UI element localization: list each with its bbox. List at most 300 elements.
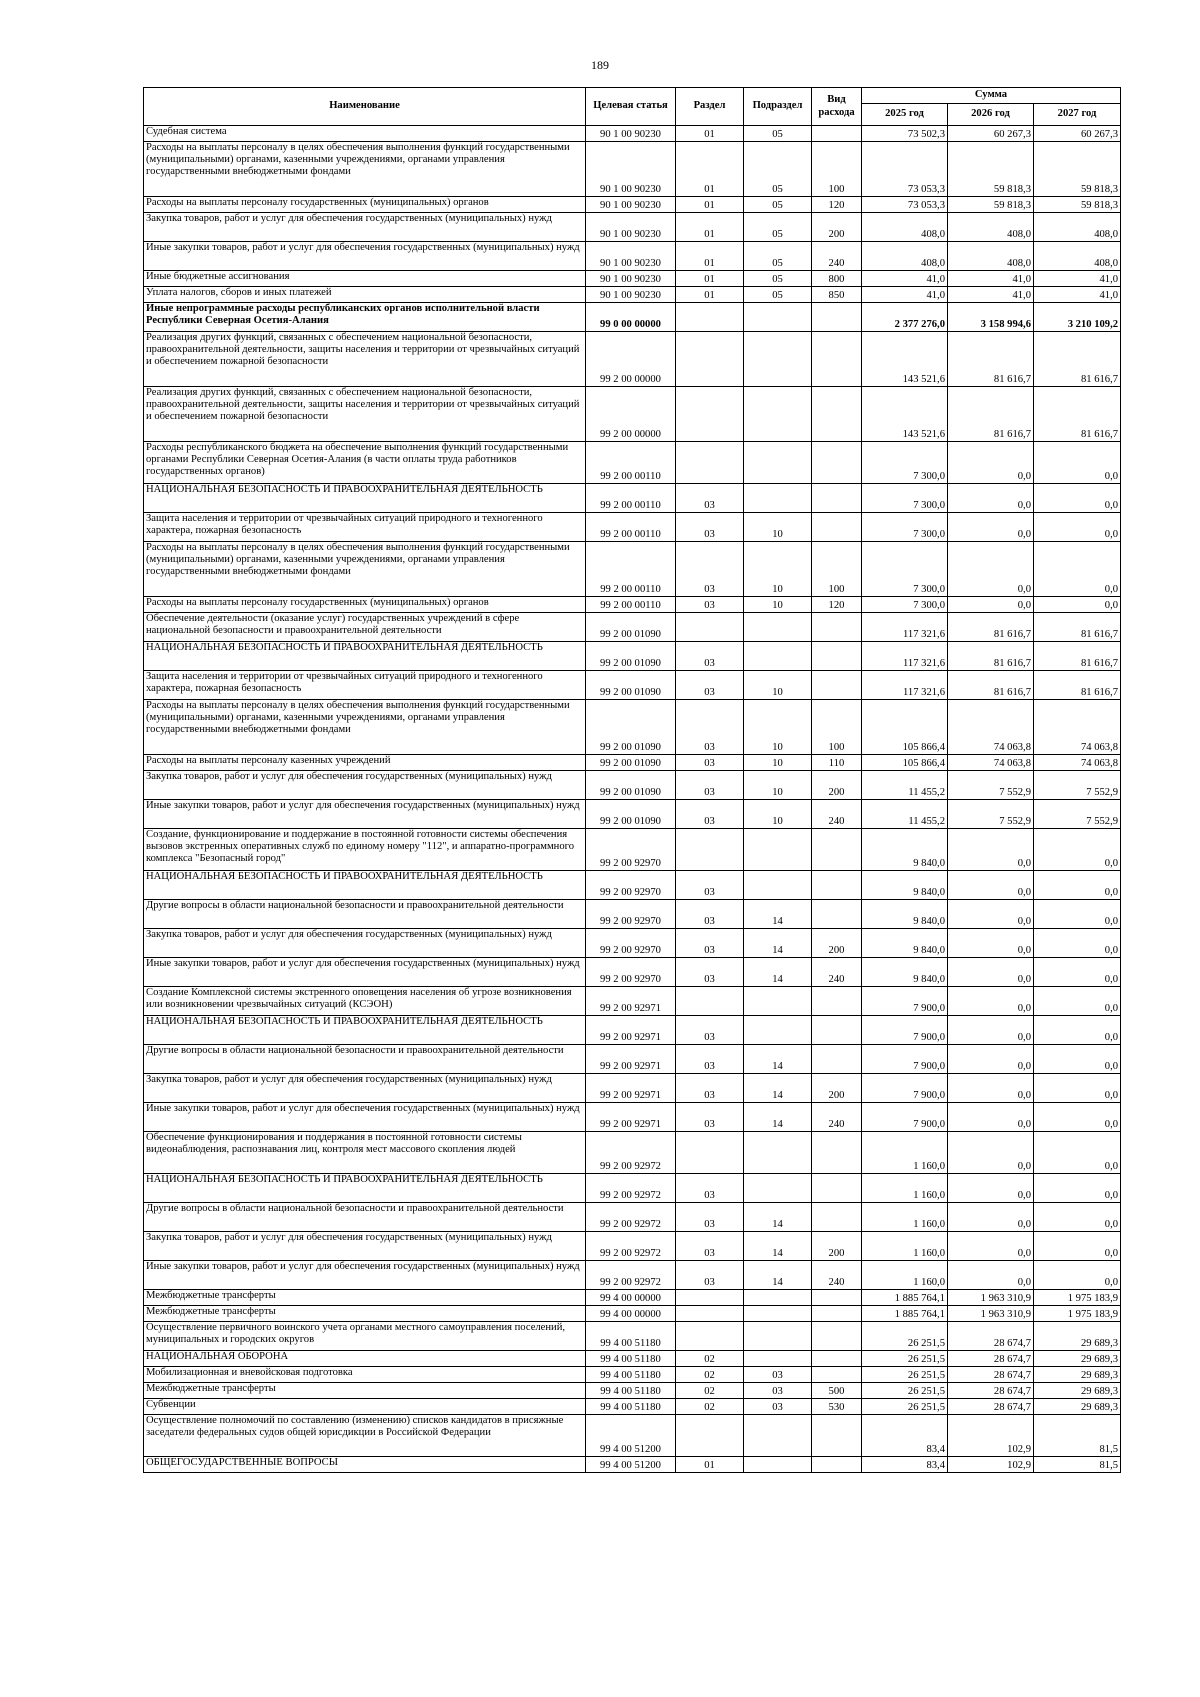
row-name: Расходы на выплаты персоналу в целях обеспечения выполнения функций государственными (муниципальными) органами, казенными учреждениями, органами управления государственными внебюджетными фондами	[144, 142, 586, 197]
row-expense-kind	[812, 442, 862, 484]
row-expense-kind	[812, 1351, 862, 1367]
row-target-code: 99 2 00 92970	[586, 829, 676, 871]
row-subsection: 14	[744, 1103, 812, 1132]
row-expense-kind	[812, 1457, 862, 1473]
row-sum-2026: 0,0	[948, 1232, 1034, 1261]
row-sum-2026: 28 674,7	[948, 1383, 1034, 1399]
row-sum-2026: 0,0	[948, 597, 1034, 613]
row-target-code: 99 2 00 92971	[586, 1016, 676, 1045]
row-section: 03	[676, 1045, 744, 1074]
table-row	[144, 1174, 1121, 1203]
row-expense-kind	[812, 303, 862, 332]
row-expense-kind: 200	[812, 213, 862, 242]
row-expense-kind	[812, 1016, 862, 1045]
row-expense-kind	[812, 484, 862, 513]
row-sum-2026: 102,9	[948, 1457, 1034, 1473]
row-sum-2025: 117 321,6	[862, 642, 948, 671]
row-sum-2026: 0,0	[948, 1261, 1034, 1290]
row-sum-2026: 28 674,7	[948, 1399, 1034, 1415]
row-section: 01	[676, 142, 744, 197]
row-expense-kind: 240	[812, 800, 862, 829]
row-target-code: 90 1 00 90230	[586, 287, 676, 303]
row-name: Закупка товаров, работ и услуг для обеспечения государственных (муниципальных) нужд	[144, 213, 586, 242]
row-sum-2025: 1 160,0	[862, 1203, 948, 1232]
row-name: Иные закупки товаров, работ и услуг для обеспечения государственных (муниципальных) нужд	[144, 1103, 586, 1132]
row-name: Закупка товаров, работ и услуг для обеспечения государственных (муниципальных) нужд	[144, 771, 586, 800]
row-section	[676, 332, 744, 387]
row-target-code: 99 2 00 00110	[586, 484, 676, 513]
row-sum-2025: 9 840,0	[862, 900, 948, 929]
row-section: 03	[676, 1232, 744, 1261]
page-number: 189	[591, 58, 609, 72]
table-row	[144, 542, 1121, 597]
table-row	[144, 671, 1121, 700]
table-row	[144, 1415, 1121, 1457]
row-subsection: 05	[744, 142, 812, 197]
row-sum-2025: 11 455,2	[862, 800, 948, 829]
row-expense-kind: 110	[812, 755, 862, 771]
row-sum-2026: 0,0	[948, 829, 1034, 871]
row-sum-2025: 7 900,0	[862, 1074, 948, 1103]
row-name: Закупка товаров, работ и услуг для обеспечения государственных (муниципальных) нужд	[144, 929, 586, 958]
row-sum-2025: 7 300,0	[862, 597, 948, 613]
row-sum-2025: 9 840,0	[862, 871, 948, 900]
row-subsection: 14	[744, 900, 812, 929]
row-sum-2026: 28 674,7	[948, 1367, 1034, 1383]
row-name: Расходы на выплаты персоналу в целях обеспечения выполнения функций государственными (муниципальными) органами, казенными учреждениями, органами управления государственными внебюджетными фондами	[144, 700, 586, 755]
row-section: 03	[676, 1074, 744, 1103]
row-name: Иные непрограммные расходы республиканских органов исполнительной власти Республики Северная Осетия-Алания	[144, 303, 586, 332]
row-sum-2027: 59 818,3	[1034, 142, 1121, 197]
row-section: 03	[676, 771, 744, 800]
row-subsection	[744, 613, 812, 642]
row-section	[676, 442, 744, 484]
table-row	[144, 287, 1121, 303]
row-sum-2025: 7 300,0	[862, 484, 948, 513]
row-sum-2027: 74 063,8	[1034, 700, 1121, 755]
table-row	[144, 303, 1121, 332]
row-target-code: 99 4 00 51200	[586, 1415, 676, 1457]
table-row	[144, 332, 1121, 387]
row-sum-2026: 81 616,7	[948, 642, 1034, 671]
row-expense-kind: 500	[812, 1383, 862, 1399]
row-expense-kind: 100	[812, 542, 862, 597]
row-subsection	[744, 1322, 812, 1351]
row-target-code: 99 4 00 51180	[586, 1351, 676, 1367]
table-row	[144, 126, 1121, 142]
row-name: Мобилизационная и вневойсковая подготовка	[144, 1367, 586, 1383]
row-sum-2027: 29 689,3	[1034, 1351, 1121, 1367]
row-sum-2027: 0,0	[1034, 987, 1121, 1016]
row-subsection: 10	[744, 800, 812, 829]
row-expense-kind	[812, 900, 862, 929]
row-sum-2027: 0,0	[1034, 484, 1121, 513]
row-expense-kind: 240	[812, 958, 862, 987]
row-sum-2027: 81,5	[1034, 1457, 1121, 1473]
row-target-code: 99 4 00 00000	[586, 1306, 676, 1322]
row-section	[676, 987, 744, 1016]
row-subsection	[744, 1132, 812, 1174]
row-name: Другие вопросы в области национальной безопасности и правоохранительной деятельности	[144, 1045, 586, 1074]
table-row	[144, 1457, 1121, 1473]
row-subsection	[744, 871, 812, 900]
row-expense-kind	[812, 642, 862, 671]
row-section: 02	[676, 1399, 744, 1415]
row-sum-2027: 74 063,8	[1034, 755, 1121, 771]
row-sum-2026: 0,0	[948, 1103, 1034, 1132]
row-section: 02	[676, 1351, 744, 1367]
row-sum-2027: 0,0	[1034, 958, 1121, 987]
row-expense-kind	[812, 987, 862, 1016]
table-row	[144, 929, 1121, 958]
row-sum-2027: 0,0	[1034, 1232, 1121, 1261]
table-row	[144, 771, 1121, 800]
row-target-code: 99 2 00 00110	[586, 597, 676, 613]
row-sum-2026: 74 063,8	[948, 700, 1034, 755]
row-sum-2025: 105 866,4	[862, 755, 948, 771]
row-target-code: 99 2 00 01090	[586, 613, 676, 642]
row-sum-2025: 7 900,0	[862, 1103, 948, 1132]
row-target-code: 99 2 00 00000	[586, 332, 676, 387]
table-row	[144, 871, 1121, 900]
row-section	[676, 1290, 744, 1306]
row-subsection	[744, 442, 812, 484]
row-name: Закупка товаров, работ и услуг для обеспечения государственных (муниципальных) нужд	[144, 1232, 586, 1261]
row-target-code: 99 2 00 92971	[586, 1103, 676, 1132]
row-sum-2027: 0,0	[1034, 1174, 1121, 1203]
row-sum-2027: 81,5	[1034, 1415, 1121, 1457]
row-expense-kind: 120	[812, 197, 862, 213]
header-sum: Сумма	[862, 88, 1121, 104]
row-section	[676, 303, 744, 332]
row-expense-kind: 200	[812, 1232, 862, 1261]
row-sum-2025: 1 160,0	[862, 1232, 948, 1261]
row-sum-2027: 0,0	[1034, 1132, 1121, 1174]
row-section	[676, 1132, 744, 1174]
row-name: Иные закупки товаров, работ и услуг для обеспечения государственных (муниципальных) нужд	[144, 958, 586, 987]
row-sum-2025: 26 251,5	[862, 1383, 948, 1399]
row-subsection: 14	[744, 1074, 812, 1103]
row-target-code: 99 2 00 92971	[586, 987, 676, 1016]
row-sum-2027: 408,0	[1034, 242, 1121, 271]
row-name: Уплата налогов, сборов и иных платежей	[144, 287, 586, 303]
row-target-code: 99 2 00 92972	[586, 1132, 676, 1174]
row-sum-2027: 0,0	[1034, 597, 1121, 613]
budget-table	[143, 87, 1121, 1473]
row-sum-2027: 0,0	[1034, 1261, 1121, 1290]
row-name: Расходы республиканского бюджета на обеспечение выполнения функций государственными органами Республики Северная Осетия-Алания (в части оплаты труда работников государственных органов)	[144, 442, 586, 484]
row-target-code: 99 4 00 51180	[586, 1367, 676, 1383]
row-sum-2027: 59 818,3	[1034, 197, 1121, 213]
row-sum-2027: 0,0	[1034, 1045, 1121, 1074]
row-sum-2026: 7 552,9	[948, 800, 1034, 829]
table-row	[144, 1290, 1121, 1306]
row-name: Расходы на выплаты персоналу государственных (муниципальных) органов	[144, 197, 586, 213]
row-sum-2025: 408,0	[862, 213, 948, 242]
row-name: Субвенции	[144, 1399, 586, 1415]
table-row	[144, 442, 1121, 484]
table-row	[144, 1383, 1121, 1399]
row-section: 01	[676, 271, 744, 287]
table-row	[144, 1399, 1121, 1415]
row-subsection: 10	[744, 671, 812, 700]
table-row	[144, 642, 1121, 671]
row-target-code: 90 1 00 90230	[586, 242, 676, 271]
row-subsection: 05	[744, 213, 812, 242]
row-section: 03	[676, 871, 744, 900]
table-row	[144, 800, 1121, 829]
table-row	[144, 1045, 1121, 1074]
row-sum-2027: 0,0	[1034, 1103, 1121, 1132]
row-sum-2025: 11 455,2	[862, 771, 948, 800]
row-name: ОБЩЕГОСУДАРСТВЕННЫЕ ВОПРОСЫ	[144, 1457, 586, 1473]
row-target-code: 99 2 00 00000	[586, 387, 676, 442]
row-expense-kind: 240	[812, 242, 862, 271]
row-expense-kind	[812, 671, 862, 700]
row-expense-kind: 850	[812, 287, 862, 303]
row-sum-2026: 0,0	[948, 513, 1034, 542]
row-sum-2025: 7 300,0	[862, 442, 948, 484]
row-subsection: 14	[744, 1203, 812, 1232]
row-subsection: 14	[744, 929, 812, 958]
row-sum-2026: 81 616,7	[948, 387, 1034, 442]
row-subsection: 05	[744, 126, 812, 142]
row-target-code: 99 2 00 92970	[586, 900, 676, 929]
row-expense-kind: 800	[812, 271, 862, 287]
row-target-code: 99 2 00 01090	[586, 671, 676, 700]
row-section	[676, 829, 744, 871]
table-row	[144, 387, 1121, 442]
row-name: Межбюджетные трансферты	[144, 1306, 586, 1322]
row-sum-2026: 408,0	[948, 242, 1034, 271]
row-name: Создание Комплексной системы экстренного оповещения населения об угрозе возникновения или возникновении чрезвычайных ситуаций (КСЭОН)	[144, 987, 586, 1016]
row-subsection: 10	[744, 755, 812, 771]
row-name: Защита населения и территории от чрезвычайных ситуаций природного и техногенного характера, пожарная безопасность	[144, 671, 586, 700]
row-sum-2026: 7 552,9	[948, 771, 1034, 800]
row-subsection: 05	[744, 242, 812, 271]
row-subsection: 14	[744, 1261, 812, 1290]
row-target-code: 90 1 00 90230	[586, 213, 676, 242]
row-name: Межбюджетные трансферты	[144, 1290, 586, 1306]
row-expense-kind: 240	[812, 1103, 862, 1132]
row-sum-2027: 0,0	[1034, 829, 1121, 871]
row-name: НАЦИОНАЛЬНАЯ ОБОРОНА	[144, 1351, 586, 1367]
row-section: 03	[676, 1016, 744, 1045]
row-section: 03	[676, 1103, 744, 1132]
row-sum-2026: 59 818,3	[948, 142, 1034, 197]
table-row	[144, 987, 1121, 1016]
row-target-code: 99 4 00 51180	[586, 1383, 676, 1399]
row-sum-2026: 0,0	[948, 1045, 1034, 1074]
table-row	[144, 958, 1121, 987]
row-section	[676, 1322, 744, 1351]
row-sum-2025: 41,0	[862, 287, 948, 303]
row-name: Защита населения и территории от чрезвычайных ситуаций природного и техногенного характера, пожарная безопасность	[144, 513, 586, 542]
table-row	[144, 484, 1121, 513]
row-name: Реализация других функций, связанных с обеспечением национальной безопасности, правоохранительной деятельности, защиты населения и территории от чрезвычайных ситуаций и обеспечением пожарной безопасности	[144, 332, 586, 387]
row-sum-2027: 0,0	[1034, 1016, 1121, 1045]
row-section: 01	[676, 287, 744, 303]
row-name: Создание, функционирование и поддержание в постоянной готовности системы обеспечения вызовов экстренных оперативных служб по единому номеру "112", и аппаратно-программного комплекса "Безопасный город"	[144, 829, 586, 871]
row-name: Судебная система	[144, 126, 586, 142]
row-section	[676, 1415, 744, 1457]
row-subsection: 10	[744, 542, 812, 597]
row-subsection	[744, 1351, 812, 1367]
row-sum-2025: 1 885 764,1	[862, 1306, 948, 1322]
row-subsection	[744, 642, 812, 671]
row-name: Межбюджетные трансферты	[144, 1383, 586, 1399]
row-sum-2027: 0,0	[1034, 900, 1121, 929]
row-sum-2025: 117 321,6	[862, 613, 948, 642]
row-name: НАЦИОНАЛЬНАЯ БЕЗОПАСНОСТЬ И ПРАВООХРАНИТЕЛЬНАЯ ДЕЯТЕЛЬНОСТЬ	[144, 871, 586, 900]
table-row	[144, 213, 1121, 242]
row-target-code: 99 2 00 00110	[586, 442, 676, 484]
row-sum-2025: 41,0	[862, 271, 948, 287]
row-sum-2026: 0,0	[948, 442, 1034, 484]
row-expense-kind: 200	[812, 929, 862, 958]
row-section: 03	[676, 597, 744, 613]
table-row	[144, 700, 1121, 755]
row-target-code: 99 2 00 92970	[586, 871, 676, 900]
row-sum-2026: 60 267,3	[948, 126, 1034, 142]
row-expense-kind: 200	[812, 1074, 862, 1103]
row-sum-2025: 143 521,6	[862, 332, 948, 387]
row-target-code: 99 2 00 00110	[586, 542, 676, 597]
row-section: 03	[676, 1174, 744, 1203]
row-name: Расходы на выплаты персоналу в целях обеспечения выполнения функций государственными (муниципальными) органами, казенными учреждениями, органами управления государственными внебюджетными фондами	[144, 542, 586, 597]
row-target-code: 99 2 00 01090	[586, 700, 676, 755]
row-name: Иные закупки товаров, работ и услуг для обеспечения государственных (муниципальных) нужд	[144, 800, 586, 829]
row-expense-kind	[812, 1322, 862, 1351]
table-row	[144, 829, 1121, 871]
row-sum-2026: 3 158 994,6	[948, 303, 1034, 332]
row-name: Реализация других функций, связанных с обеспечением национальной безопасности, правоохранительной деятельности, защиты населения и территории от чрезвычайных ситуаций и обеспечением пожарной безопасности	[144, 387, 586, 442]
row-name: Обеспечение функционирования и поддержания в постоянной готовности системы видеонаблюдения, распознавания лиц, контроля мест массового скопления людей	[144, 1132, 586, 1174]
row-sum-2025: 26 251,5	[862, 1322, 948, 1351]
row-section: 01	[676, 1457, 744, 1473]
row-sum-2026: 0,0	[948, 1074, 1034, 1103]
row-sum-2025: 73 502,3	[862, 126, 948, 142]
row-sum-2025: 26 251,5	[862, 1351, 948, 1367]
row-sum-2026: 0,0	[948, 987, 1034, 1016]
row-expense-kind	[812, 1290, 862, 1306]
row-sum-2027: 1 975 183,9	[1034, 1306, 1121, 1322]
row-name: Расходы на выплаты персоналу казенных учреждений	[144, 755, 586, 771]
row-subsection: 03	[744, 1399, 812, 1415]
row-name: НАЦИОНАЛЬНАЯ БЕЗОПАСНОСТЬ И ПРАВООХРАНИТЕЛЬНАЯ ДЕЯТЕЛЬНОСТЬ	[144, 1174, 586, 1203]
row-section: 03	[676, 542, 744, 597]
table-row	[144, 597, 1121, 613]
row-expense-kind	[812, 1415, 862, 1457]
header-target: Целевая статья	[586, 88, 676, 126]
row-subsection: 05	[744, 197, 812, 213]
row-sum-2027: 29 689,3	[1034, 1367, 1121, 1383]
row-name: Обеспечение деятельности (оказание услуг) государственных учреждений в сфере национальной безопасности и правоохранительной деятельности	[144, 613, 586, 642]
row-sum-2027: 81 616,7	[1034, 671, 1121, 700]
row-sum-2027: 0,0	[1034, 1203, 1121, 1232]
row-sum-2025: 9 840,0	[862, 929, 948, 958]
row-sum-2027: 81 616,7	[1034, 642, 1121, 671]
row-target-code: 90 1 00 90230	[586, 271, 676, 287]
header-subsection: Подраздел	[744, 88, 812, 126]
row-sum-2027: 29 689,3	[1034, 1322, 1121, 1351]
header-2025: 2025 год	[862, 104, 948, 126]
row-sum-2027: 81 616,7	[1034, 387, 1121, 442]
row-sum-2026: 408,0	[948, 213, 1034, 242]
row-target-code: 99 4 00 51180	[586, 1399, 676, 1415]
table-header	[144, 88, 1121, 126]
row-name: Иные закупки товаров, работ и услуг для обеспечения государственных (муниципальных) нужд	[144, 242, 586, 271]
row-subsection: 10	[744, 513, 812, 542]
row-sum-2025: 1 160,0	[862, 1174, 948, 1203]
row-section: 02	[676, 1383, 744, 1399]
row-sum-2025: 2 377 276,0	[862, 303, 948, 332]
row-subsection: 10	[744, 771, 812, 800]
row-sum-2026: 28 674,7	[948, 1322, 1034, 1351]
table-row	[144, 513, 1121, 542]
row-target-code: 99 4 00 00000	[586, 1290, 676, 1306]
row-target-code: 99 2 00 01090	[586, 800, 676, 829]
row-name: Иные закупки товаров, работ и услуг для обеспечения государственных (муниципальных) нужд	[144, 1261, 586, 1290]
row-section: 03	[676, 484, 744, 513]
row-subsection: 03	[744, 1367, 812, 1383]
row-sum-2026: 0,0	[948, 1132, 1034, 1174]
row-expense-kind	[812, 513, 862, 542]
row-target-code: 90 1 00 90230	[586, 142, 676, 197]
row-sum-2026: 0,0	[948, 900, 1034, 929]
row-subsection	[744, 1457, 812, 1473]
row-section: 03	[676, 642, 744, 671]
row-sum-2026: 0,0	[948, 1203, 1034, 1232]
header-section: Раздел	[676, 88, 744, 126]
row-expense-kind	[812, 1174, 862, 1203]
table-row	[144, 755, 1121, 771]
row-target-code: 99 2 00 92971	[586, 1074, 676, 1103]
row-name: Закупка товаров, работ и услуг для обеспечения государственных (муниципальных) нужд	[144, 1074, 586, 1103]
row-sum-2027: 0,0	[1034, 442, 1121, 484]
row-sum-2025: 7 900,0	[862, 1045, 948, 1074]
row-subsection	[744, 1415, 812, 1457]
row-target-code: 99 2 00 01090	[586, 755, 676, 771]
row-section: 01	[676, 213, 744, 242]
row-target-code: 90 1 00 90230	[586, 197, 676, 213]
row-subsection: 05	[744, 287, 812, 303]
row-subsection	[744, 829, 812, 871]
row-name: Осуществление первичного воинского учета органами местного самоуправления поселений, муниципальных и городских округов	[144, 1322, 586, 1351]
row-subsection: 10	[744, 700, 812, 755]
row-expense-kind	[812, 1203, 862, 1232]
row-sum-2027: 29 689,3	[1034, 1383, 1121, 1399]
row-sum-2027: 0,0	[1034, 1074, 1121, 1103]
row-target-code: 99 2 00 92970	[586, 929, 676, 958]
row-section: 03	[676, 513, 744, 542]
row-section: 03	[676, 671, 744, 700]
row-sum-2026: 0,0	[948, 871, 1034, 900]
table-row	[144, 1351, 1121, 1367]
row-subsection	[744, 332, 812, 387]
row-target-code: 90 1 00 90230	[586, 126, 676, 142]
row-name: Осуществление полномочий по составлению (изменению) списков кандидатов в присяжные заседатели федеральных судов общей юрисдикции в Российской Федерации	[144, 1415, 586, 1457]
table-row	[144, 1261, 1121, 1290]
table-body	[144, 126, 1121, 1473]
table-row	[144, 142, 1121, 197]
row-target-code: 99 2 00 92971	[586, 1045, 676, 1074]
row-expense-kind: 200	[812, 771, 862, 800]
row-sum-2026: 59 818,3	[948, 197, 1034, 213]
row-sum-2026: 81 616,7	[948, 671, 1034, 700]
row-sum-2027: 81 616,7	[1034, 332, 1121, 387]
row-expense-kind	[812, 871, 862, 900]
